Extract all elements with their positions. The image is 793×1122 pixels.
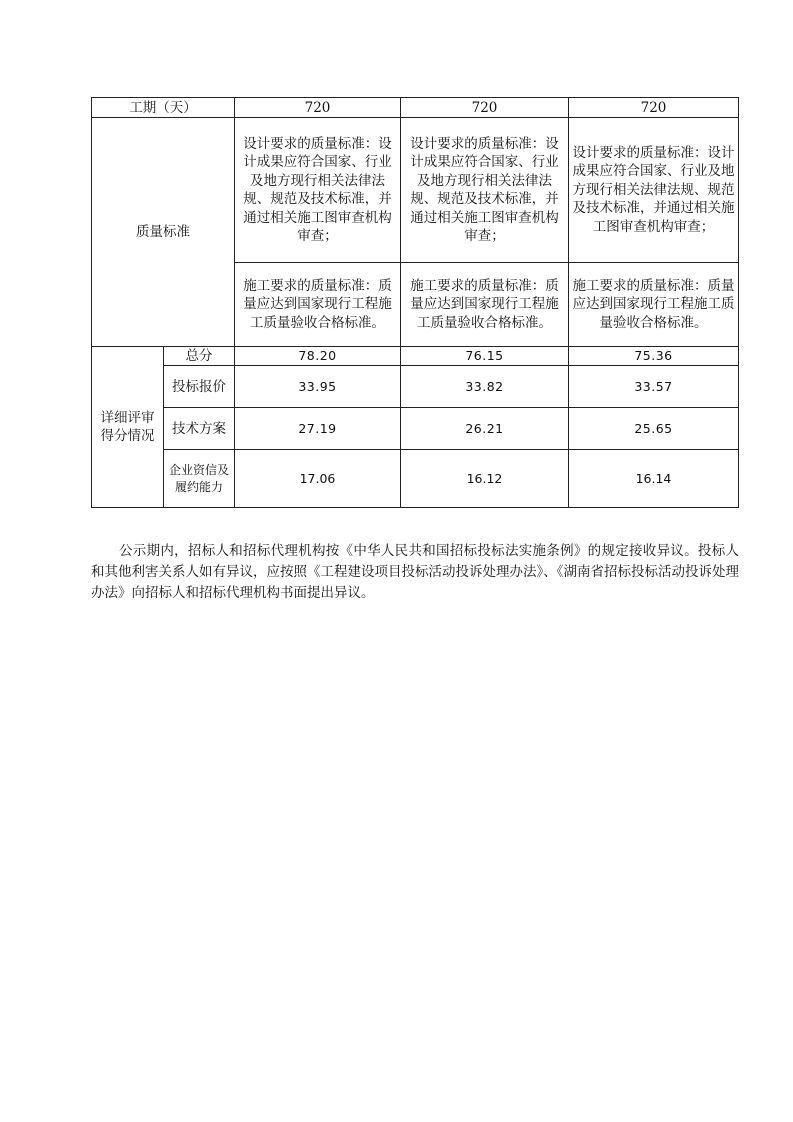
score-credit-3: 16.14 — [569, 450, 739, 508]
score-price-3: 33.57 — [569, 366, 739, 408]
score-total-1: 78.20 — [235, 347, 401, 366]
score-credit-1: 17.06 — [235, 450, 401, 508]
quality-design-3: 设计要求的质量标准：设计成果应符合国家、行业及地方现行相关法律法规、规范及技术标准，并通过相关施工图审查机构审查； — [569, 118, 739, 263]
score-label-total: 总分 — [164, 347, 235, 366]
score-credit-2: 16.12 — [401, 450, 569, 508]
score-total-3: 75.36 — [569, 347, 739, 366]
score-label-price: 投标报价 — [164, 366, 235, 408]
period-value-1: 720 — [235, 98, 401, 118]
quality-design-2: 设计要求的质量标准：设计成果应符合国家、行业及地方现行相关法律法规、规范及技术标准，并通过相关施工图审查机构审查； — [401, 118, 569, 263]
score-row-total — [92, 347, 739, 366]
quality-construction-2: 施工要求的质量标准：质量应达到国家现行工程施工质量验收合格标准。 — [401, 263, 569, 347]
score-tech-3: 25.65 — [569, 408, 739, 450]
period-value-3: 720 — [569, 98, 739, 118]
score-price-1: 33.95 — [235, 366, 401, 408]
score-price-2: 33.82 — [401, 366, 569, 408]
score-label-credit: 企业资信及履约能力 — [164, 450, 235, 508]
score-label-tech: 技术方案 — [164, 408, 235, 450]
score-row-credit — [92, 450, 739, 508]
score-tech-1: 27.19 — [235, 408, 401, 450]
quality-label: 质量标准 — [92, 118, 235, 347]
score-group-label: 详细评审得分情况 — [92, 347, 164, 508]
period-label: 工期（天） — [92, 98, 235, 118]
period-row — [92, 98, 739, 118]
quality-construction-3: 施工要求的质量标准：质量应达到国家现行工程施工质量验收合格标准。 — [569, 263, 739, 347]
objection-notice-paragraph: 公示期内，招标人和招标代理机构按《中华人民共和国招标投标法实施条例》的规定接收异议。投标人和其他利害关系人如有异议，应按照《工程建设项目投标活动投诉处理办法》、《湖南省招标投标活动投诉处理办法》向招标人和招标代理机构书面提出异议。 — [91, 543, 739, 601]
period-value-2: 720 — [401, 98, 569, 118]
quality-design-row — [92, 118, 739, 263]
score-row-price — [92, 366, 739, 408]
score-row-tech — [92, 408, 739, 450]
score-total-2: 76.15 — [401, 347, 569, 366]
quality-design-1: 设计要求的质量标准：设计成果应符合国家、行业及地方现行相关法律法规、规范及技术标准，并通过相关施工图审查机构审查； — [235, 118, 401, 263]
quality-construction-1: 施工要求的质量标准：质量应达到国家现行工程施工质量验收合格标准。 — [235, 263, 401, 347]
score-tech-2: 26.21 — [401, 408, 569, 450]
evaluation-table — [91, 97, 739, 508]
